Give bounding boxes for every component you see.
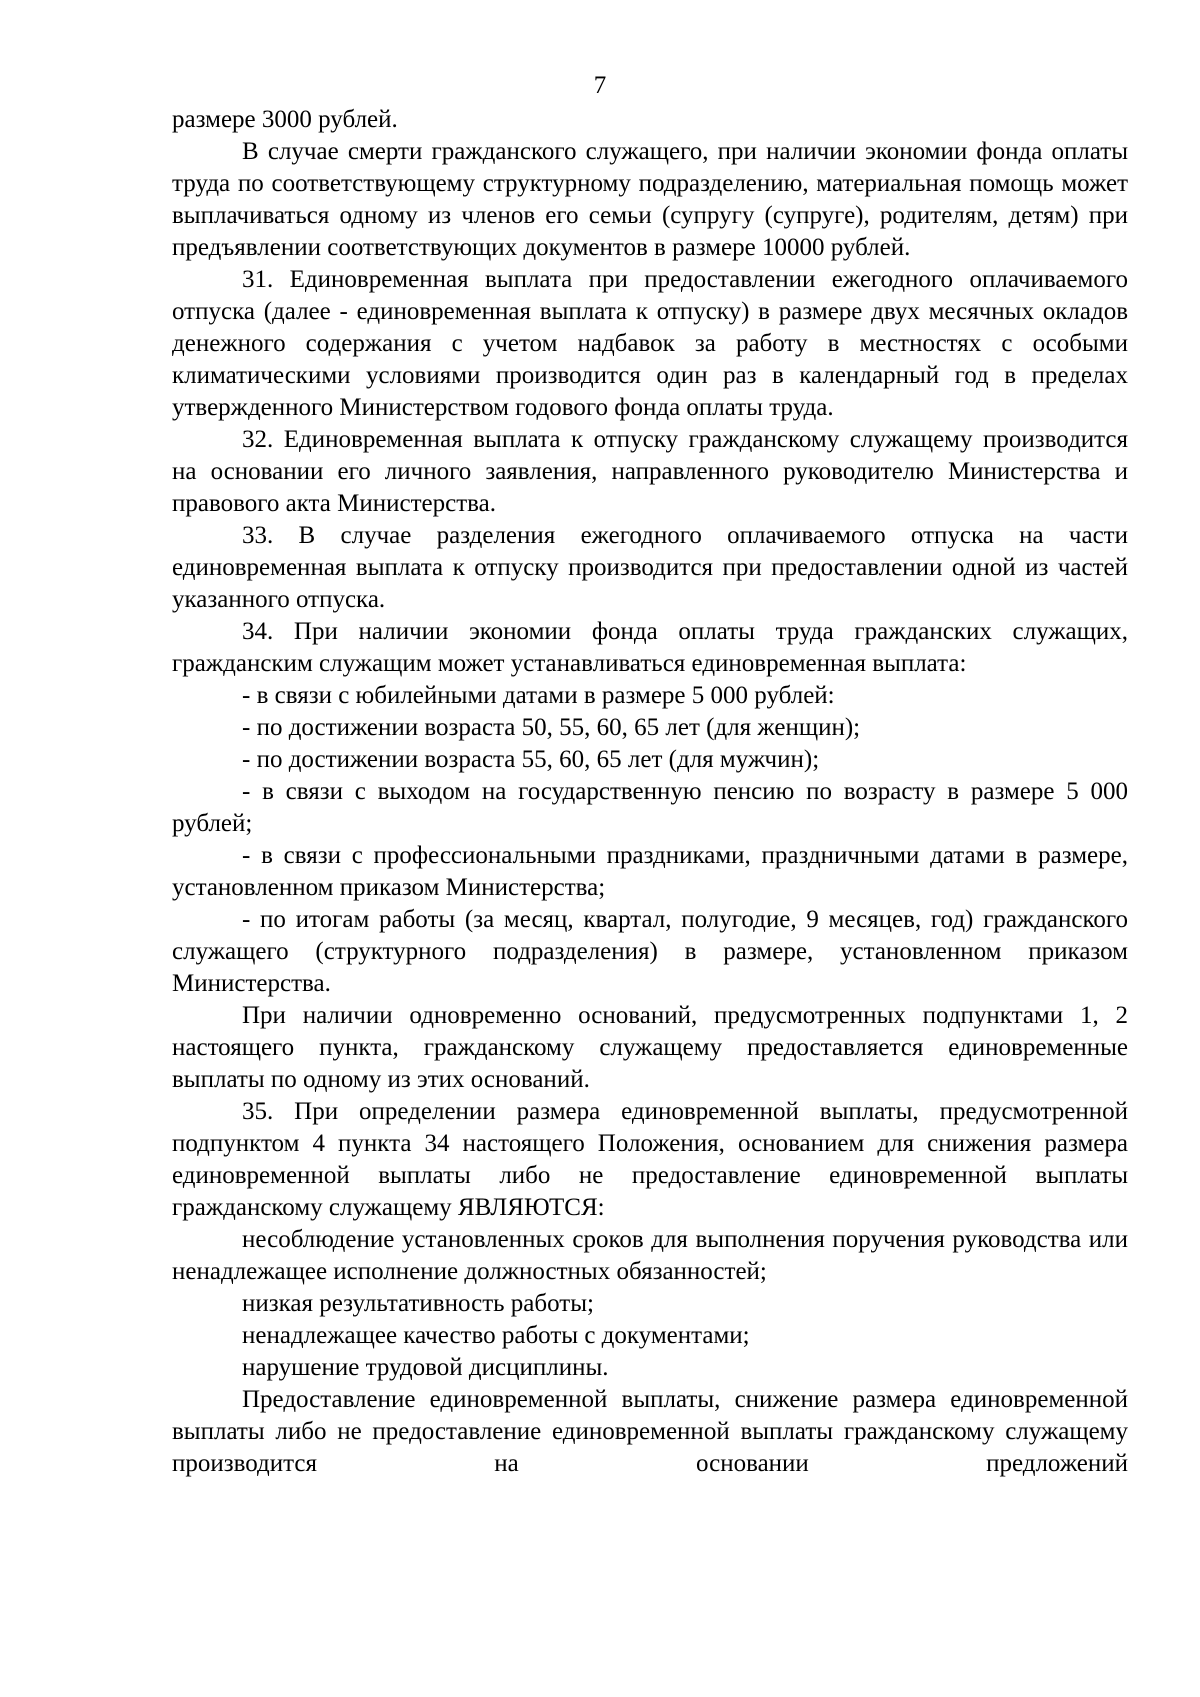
list-item: нарушение трудовой дисциплины. xyxy=(242,1354,609,1381)
paragraph-35: 35. При определении размера единовременной выплаты, предусмотренной подпунктом 4 пункта 34 настоящего Положения, основанием для снижения размера единовременной выплаты либо не предоставление единовременной выплаты гражданскому служащему ЯВЛЯЮТСЯ: xyxy=(172,1098,1128,1221)
paragraph-34: 34. При наличии экономии фонда оплаты труда гражданских служащих, гражданским служащим может устанавливаться единовременная выплата: xyxy=(172,618,1128,677)
paragraph-continuation: размере 3000 рублей. xyxy=(172,106,398,133)
paragraph-provision-basis: Предоставление единовременной выплаты, снижение размера единовременной выплаты либо не предоставление единовременной выплаты гражданскому служащему производится на основании предложений xyxy=(172,1386,1128,1477)
paragraph-31: 31. Единовременная выплата при предоставлении ежегодного оплачиваемого отпуска (далее - единовременная выплата к отпуску) в размере двух месячных окладов денежного содержания с учетом надбавок за работу в местностях с особыми климатическими условиями производится один раз в календарный год в пределах утвержденного Министерством годового фонда оплаты труда. xyxy=(172,266,1128,421)
paragraph-32: 32. Единовременная выплата к отпуску гражданскому служащему производится на основании его личного заявления, направленного руководителю Министерства и правового акта Министерства. xyxy=(172,426,1128,517)
list-item: несоблюдение установленных сроков для выполнения поручения руководства или ненадлежащее исполнение должностных обязанностей; xyxy=(172,1226,1128,1285)
list-item: - по достижении возраста 50, 55, 60, 65 лет (для женщин); xyxy=(242,714,861,741)
paragraph-concurrent-grounds: При наличии одновременно оснований, предусмотренных подпунктами 1, 2 настоящего пункта, гражданскому служащему предоставляется единовременные выплаты по одному из этих оснований. xyxy=(172,1002,1128,1093)
paragraph-death-assistance: В случае смерти гражданского служащего, при наличии экономии фонда оплаты труда по соответствующему структурному подразделению, материальная помощь может выплачиваться одному из членов его семьи (супругу (супруге), родителям, детям) при предъявлении соответствующих документов в размере 10000 рублей. xyxy=(172,138,1128,261)
list-item: - по итогам работы (за месяц, квартал, полугодие, 9 месяцев, год) гражданского служащего (структурного подразделения) в размере, установленном приказом Министерства. xyxy=(172,906,1128,997)
list-item: ненадлежащее качество работы с документами; xyxy=(242,1322,750,1349)
list-item: - по достижении возраста 55, 60, 65 лет (для мужчин); xyxy=(242,746,820,773)
list-item: - в связи с профессиональными праздниками, праздничными датами в размере, установленном приказом Министерства; xyxy=(172,842,1128,901)
paragraph-33: 33. В случае разделения ежегодного оплачиваемого отпуска на части единовременная выплата к отпуску производится при предоставлении одной из частей указанного отпуска. xyxy=(172,522,1128,613)
document-body xyxy=(172,104,1128,1480)
page-number: 7 xyxy=(593,72,607,99)
list-item: низкая результативность работы; xyxy=(242,1290,594,1317)
list-item: - в связи с юбилейными датами в размере 5 000 рублей: xyxy=(242,682,835,709)
list-item: - в связи с выходом на государственную пенсию по возрасту в размере 5 000 рублей; xyxy=(172,778,1128,837)
